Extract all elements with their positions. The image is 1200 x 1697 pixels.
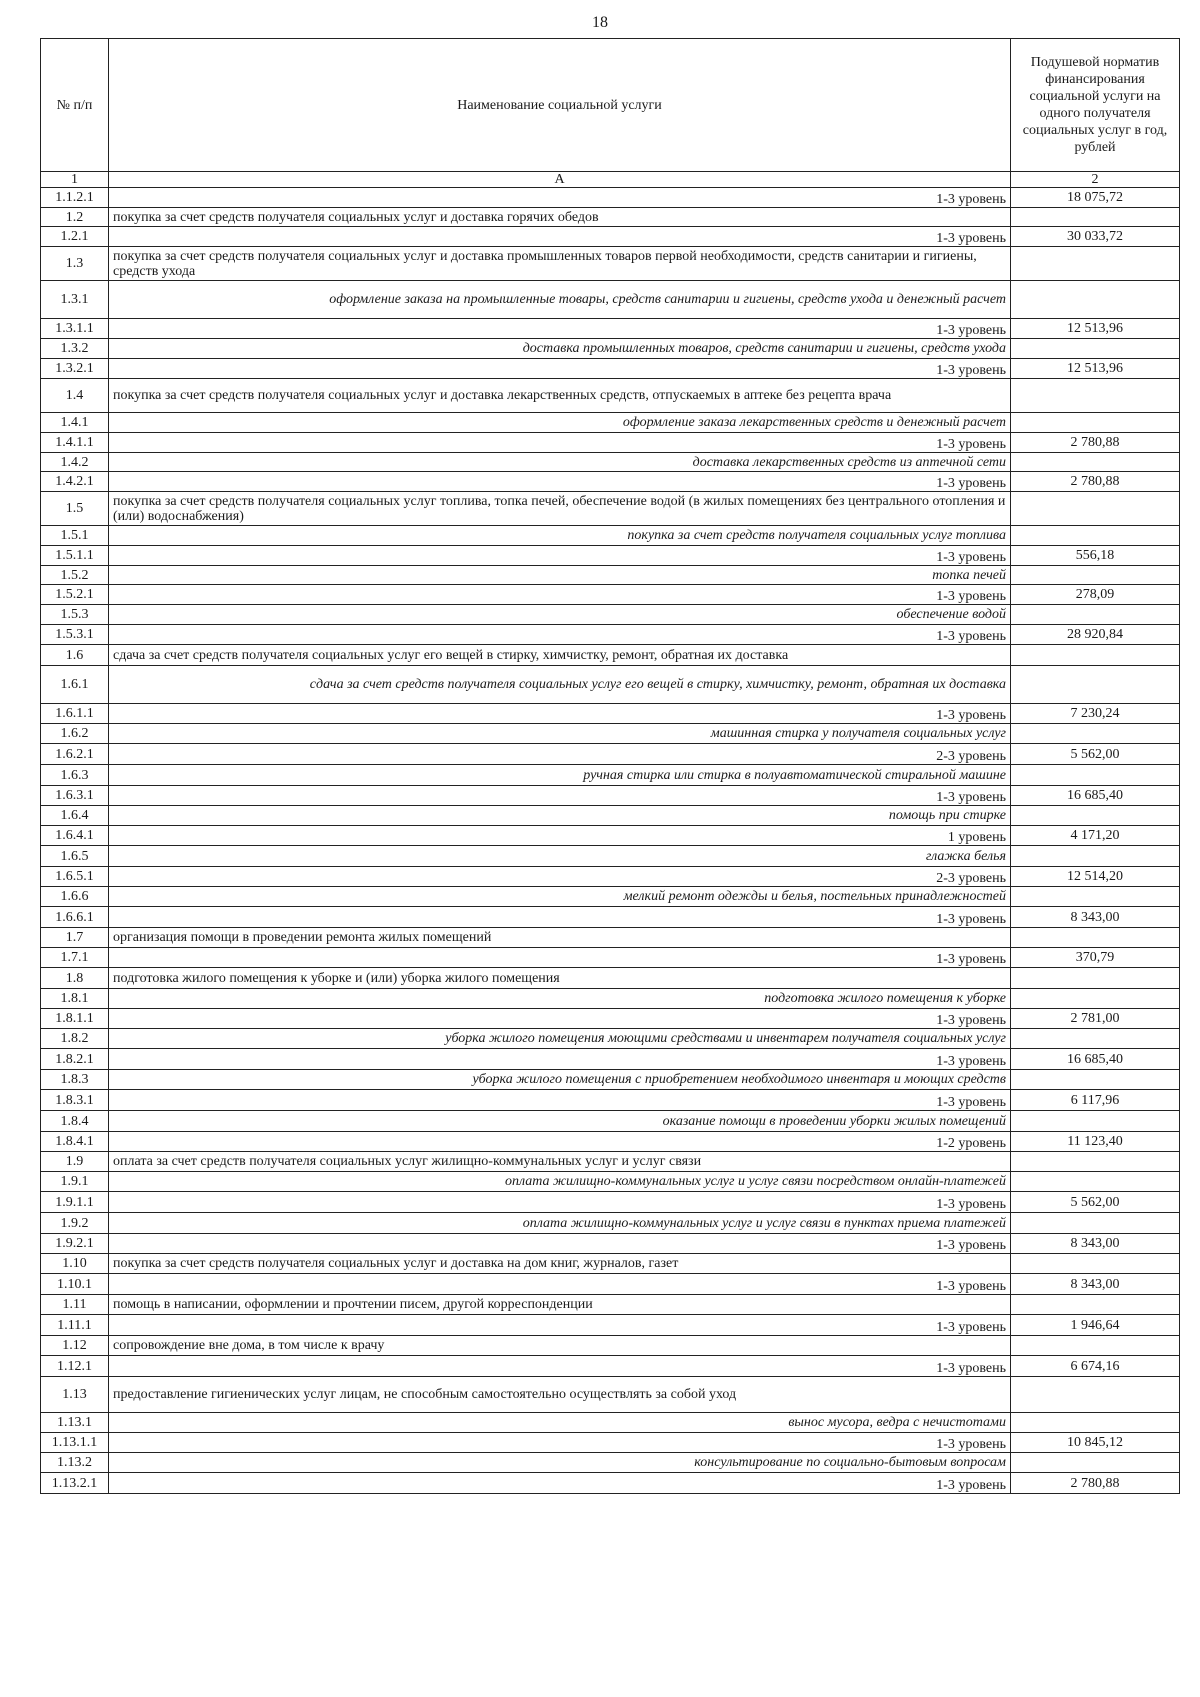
service-level: 1-3 уровень: [109, 948, 1011, 968]
table-row: [41, 928, 1180, 948]
service-name: покупка за счет средств получателя социальных услуг и доставка на дом книг, журналов, газет: [109, 1254, 1011, 1274]
header-row: [41, 39, 1180, 172]
row-number: 1.9.1: [41, 1172, 109, 1192]
row-number: 1.7: [41, 928, 109, 948]
norm-value: 11 123,40: [1011, 1132, 1180, 1152]
row-number: 1.6.6: [41, 887, 109, 907]
table-row: [41, 1090, 1180, 1111]
norm-value: 2 780,88: [1011, 472, 1180, 492]
service-name: покупка за счет средств получателя социальных услуг и доставка горячих обедов: [109, 208, 1011, 227]
row-number: 1.4.1: [41, 413, 109, 433]
row-number: 1.9: [41, 1152, 109, 1172]
norm-value: [1011, 526, 1180, 546]
norm-value: [1011, 339, 1180, 359]
row-number: 1.12.1: [41, 1356, 109, 1377]
norm-value: 5 562,00: [1011, 1192, 1180, 1213]
sub-service-name: консультирование по социально-бытовым вопросам: [109, 1453, 1011, 1473]
service-name: покупка за счет средств получателя социальных услуг топлива, топка печей, обеспечение водой (в жилых помещениях без центрального отопления и (или) водоснабжения): [109, 492, 1011, 526]
norm-value: 10 845,12: [1011, 1433, 1180, 1453]
table-row: [41, 1234, 1180, 1254]
table-row: [41, 492, 1180, 526]
page-number: 18: [592, 14, 608, 31]
sub-service-name: оплата жилищно-коммунальных услуг и услуг связи в пунктах приема платежей: [109, 1213, 1011, 1234]
column-index-name: А: [109, 172, 1011, 188]
service-level: 1-3 уровень: [109, 433, 1011, 453]
row-number: 1.1.2.1: [41, 188, 109, 208]
sub-service-name: покупка за счет средств получателя социальных услуг топлива: [109, 526, 1011, 546]
sub-service-name: обеспечение водой: [109, 605, 1011, 625]
sub-service-name: оказание помощи в проведении уборки жилых помещений: [109, 1111, 1011, 1132]
row-number: 1.11: [41, 1295, 109, 1315]
norm-value: 8 343,00: [1011, 1274, 1180, 1295]
row-number: 1.2: [41, 208, 109, 227]
sub-service-name: уборка жилого помещения моющими средствами и инвентарем получателя социальных услуг: [109, 1029, 1011, 1049]
norm-value: [1011, 806, 1180, 826]
sub-service-name: ручная стирка или стирка в полуавтоматической стиральной машине: [109, 765, 1011, 786]
row-number: 1.13.1: [41, 1413, 109, 1433]
row-number: 1.8.2: [41, 1029, 109, 1049]
norm-value: 370,79: [1011, 948, 1180, 968]
table-row: [41, 472, 1180, 492]
service-level: 1-3 уровень: [109, 704, 1011, 724]
row-number: 1.3.1: [41, 281, 109, 319]
table-row: [41, 666, 1180, 704]
table-row: [41, 359, 1180, 379]
row-number: 1.11.1: [41, 1315, 109, 1336]
table-row: [41, 526, 1180, 546]
norm-value: 6 117,96: [1011, 1090, 1180, 1111]
table-row: [41, 339, 1180, 359]
sub-service-name: вынос мусора, ведра с нечистотами: [109, 1413, 1011, 1433]
sub-service-name: доставка промышленных товаров, средств санитарии и гигиены, средств ухода: [109, 339, 1011, 359]
norm-value: [1011, 887, 1180, 907]
column-index-row: [41, 172, 1180, 188]
norm-value: [1011, 846, 1180, 867]
table-body: [41, 188, 1180, 1494]
norm-value: [1011, 1254, 1180, 1274]
row-number: 1.6.5.1: [41, 867, 109, 887]
norm-value: 6 674,16: [1011, 1356, 1180, 1377]
service-level: 1-3 уровень: [109, 227, 1011, 247]
table-row: [41, 887, 1180, 907]
table-row: [41, 1213, 1180, 1234]
row-number: 1.5.2.1: [41, 585, 109, 605]
service-name: покупка за счет средств получателя социальных услуг и доставка промышленных товаров первой необходимости, средств санитарии и гигиены, средств ухода: [109, 247, 1011, 281]
service-name: организация помощи в проведении ремонта жилых помещений: [109, 928, 1011, 948]
table-row: [41, 1009, 1180, 1029]
norm-value: [1011, 1377, 1180, 1413]
table-row: [41, 1192, 1180, 1213]
service-level: 1-3 уровень: [109, 1234, 1011, 1254]
norm-value: 278,09: [1011, 585, 1180, 605]
table-row: [41, 806, 1180, 826]
norm-value: [1011, 666, 1180, 704]
row-number: 1.9.1.1: [41, 1192, 109, 1213]
service-level: 1-3 уровень: [109, 1009, 1011, 1029]
service-level: 1 уровень: [109, 826, 1011, 846]
norm-value: 2 780,88: [1011, 1473, 1180, 1494]
table-row: [41, 968, 1180, 989]
sub-service-name: мелкий ремонт одежды и белья, постельных принадлежностей: [109, 887, 1011, 907]
row-number: 1.8.3: [41, 1070, 109, 1090]
table-row: [41, 1172, 1180, 1192]
row-number: 1.6.2.1: [41, 744, 109, 765]
row-number: 1.6.6.1: [41, 907, 109, 928]
row-number: 1.6.1: [41, 666, 109, 704]
norm-value: 4 171,20: [1011, 826, 1180, 846]
norm-value: 8 343,00: [1011, 1234, 1180, 1254]
table-row: [41, 1413, 1180, 1433]
row-number: 1.8: [41, 968, 109, 989]
table-row: [41, 1152, 1180, 1172]
table-row: [41, 1433, 1180, 1453]
table-row: [41, 846, 1180, 867]
norm-value: 12 514,20: [1011, 867, 1180, 887]
table-row: [41, 1473, 1180, 1494]
row-number: 1.5.1.1: [41, 546, 109, 566]
table-row: [41, 281, 1180, 319]
sub-service-name: подготовка жилого помещения к уборке: [109, 989, 1011, 1009]
row-number: 1.8.3.1: [41, 1090, 109, 1111]
norm-value: 12 513,96: [1011, 319, 1180, 339]
row-number: 1.6.4: [41, 806, 109, 826]
table-row: [41, 319, 1180, 339]
sub-service-name: глажка белья: [109, 846, 1011, 867]
service-level: 1-3 уровень: [109, 585, 1011, 605]
row-number: 1.8.2.1: [41, 1049, 109, 1070]
norm-value: [1011, 928, 1180, 948]
row-number: 1.5: [41, 492, 109, 526]
service-name: покупка за счет средств получателя социальных услуг и доставка лекарственных средств, отпускаемых в аптеке без рецепта врача: [109, 379, 1011, 413]
norm-value: [1011, 724, 1180, 744]
service-name: сдача за счет средств получателя социальных услуг его вещей в стирку, химчистку, ремонт, обратная их доставка: [109, 645, 1011, 666]
row-number: 1.7.1: [41, 948, 109, 968]
norm-value: 16 685,40: [1011, 786, 1180, 806]
norm-value: [1011, 968, 1180, 989]
row-number: 1.13.2: [41, 1453, 109, 1473]
table-row: [41, 907, 1180, 928]
table-row: [41, 704, 1180, 724]
table-row: [41, 1132, 1180, 1152]
row-number: 1.8.4: [41, 1111, 109, 1132]
table-row: [41, 188, 1180, 208]
header-value: Подушевой норматив финансирования социальной услуги на одного получателя социальных услуг в год, рублей: [1011, 39, 1180, 172]
norm-value: [1011, 1336, 1180, 1356]
norm-value: 12 513,96: [1011, 359, 1180, 379]
service-level: 1-2 уровень: [109, 1132, 1011, 1152]
norm-value: 16 685,40: [1011, 1049, 1180, 1070]
norm-value: [1011, 247, 1180, 281]
table-row: [41, 605, 1180, 625]
service-level: 1-3 уровень: [109, 1473, 1011, 1494]
row-number: 1.6.3: [41, 765, 109, 786]
service-level: 1-3 уровень: [109, 1090, 1011, 1111]
service-level: 1-3 уровень: [109, 625, 1011, 645]
sub-service-name: топка печей: [109, 566, 1011, 585]
service-name: предоставление гигиенических услуг лицам, не способным самостоятельно осуществлять за собой уход: [109, 1377, 1011, 1413]
service-level: 1-3 уровень: [109, 1433, 1011, 1453]
table-row: [41, 1274, 1180, 1295]
sub-service-name: сдача за счет средств получателя социальных услуг его вещей в стирку, химчистку, ремонт, обратная их доставка: [109, 666, 1011, 704]
row-number: 1.8.1: [41, 989, 109, 1009]
table-row: [41, 1356, 1180, 1377]
service-level: 1-3 уровень: [109, 188, 1011, 208]
row-number: 1.6.1.1: [41, 704, 109, 724]
row-number: 1.9.2: [41, 1213, 109, 1234]
table-row: [41, 1295, 1180, 1315]
table-row: [41, 227, 1180, 247]
table-row: [41, 1111, 1180, 1132]
service-level: 2-3 уровень: [109, 867, 1011, 887]
row-number: 1.13.2.1: [41, 1473, 109, 1494]
table-row: [41, 413, 1180, 433]
service-level: 1-3 уровень: [109, 907, 1011, 928]
row-number: 1.4.2: [41, 453, 109, 472]
norm-value: [1011, 1453, 1180, 1473]
table-row: [41, 1336, 1180, 1356]
norm-value: [1011, 1295, 1180, 1315]
row-number: 1.13.1.1: [41, 1433, 109, 1453]
norm-value: 30 033,72: [1011, 227, 1180, 247]
norm-value: [1011, 379, 1180, 413]
norm-value: [1011, 645, 1180, 666]
table-row: [41, 1377, 1180, 1413]
row-number: 1.4.1.1: [41, 433, 109, 453]
row-number: 1.3.2.1: [41, 359, 109, 379]
service-level: 1-3 уровень: [109, 1192, 1011, 1213]
norm-value: [1011, 1213, 1180, 1234]
service-name: сопровождение вне дома, в том числе к врачу: [109, 1336, 1011, 1356]
norm-value: 28 920,84: [1011, 625, 1180, 645]
table-row: [41, 247, 1180, 281]
sub-service-name: оплата жилищно-коммунальных услуг и услуг связи посредством онлайн-платежей: [109, 1172, 1011, 1192]
table-row: [41, 989, 1180, 1009]
norm-value: 8 343,00: [1011, 907, 1180, 928]
column-index-value: 2: [1011, 172, 1180, 188]
row-number: 1.4: [41, 379, 109, 413]
table-row: [41, 585, 1180, 605]
norm-value: [1011, 605, 1180, 625]
row-number: 1.3.2: [41, 339, 109, 359]
norm-value: [1011, 453, 1180, 472]
sub-service-name: оформление заказа на промышленные товары, средств санитарии и гигиены, средств ухода и денежный расчет: [109, 281, 1011, 319]
row-number: 1.6.2: [41, 724, 109, 744]
service-level: 1-3 уровень: [109, 1315, 1011, 1336]
row-number: 1.3: [41, 247, 109, 281]
row-number: 1.5.1: [41, 526, 109, 546]
row-number: 1.5.3.1: [41, 625, 109, 645]
table-row: [41, 826, 1180, 846]
service-level: 1-3 уровень: [109, 1274, 1011, 1295]
service-level: 1-3 уровень: [109, 359, 1011, 379]
norm-value: [1011, 492, 1180, 526]
table-row: [41, 566, 1180, 585]
table-row: [41, 867, 1180, 887]
service-level: 1-3 уровень: [109, 1049, 1011, 1070]
service-name: оплата за счет средств получателя социальных услуг жилищно-коммунальных услуг и услуг связи: [109, 1152, 1011, 1172]
norm-value: 556,18: [1011, 546, 1180, 566]
row-number: 1.10.1: [41, 1274, 109, 1295]
sub-service-name: уборка жилого помещения с приобретением необходимого инвентаря и моющих средств: [109, 1070, 1011, 1090]
norm-value: [1011, 765, 1180, 786]
service-name: подготовка жилого помещения к уборке и (или) уборка жилого помещения: [109, 968, 1011, 989]
table-row: [41, 208, 1180, 227]
column-index-num: 1: [41, 172, 109, 188]
sub-service-name: доставка лекарственных средств из аптечной сети: [109, 453, 1011, 472]
row-number: 1.4.2.1: [41, 472, 109, 492]
row-number: 1.2.1: [41, 227, 109, 247]
header-num: № п/п: [41, 39, 109, 172]
norm-value: [1011, 1029, 1180, 1049]
table-row: [41, 453, 1180, 472]
row-number: 1.5.3: [41, 605, 109, 625]
norm-value: [1011, 208, 1180, 227]
sub-service-name: помощь при стирке: [109, 806, 1011, 826]
tariff-table: [40, 38, 1180, 1494]
norm-value: [1011, 281, 1180, 319]
norm-value: [1011, 566, 1180, 585]
table-row: [41, 379, 1180, 413]
table-row: [41, 765, 1180, 786]
norm-value: 5 562,00: [1011, 744, 1180, 765]
row-number: 1.3.1.1: [41, 319, 109, 339]
row-number: 1.9.2.1: [41, 1234, 109, 1254]
table-row: [41, 1453, 1180, 1473]
header-name: Наименование социальной услуги: [109, 39, 1011, 172]
norm-value: [1011, 1070, 1180, 1090]
table-row: [41, 1070, 1180, 1090]
row-number: 1.8.4.1: [41, 1132, 109, 1152]
table-row: [41, 744, 1180, 765]
table-row: [41, 645, 1180, 666]
norm-value: [1011, 989, 1180, 1009]
norm-value: 7 230,24: [1011, 704, 1180, 724]
service-level: 1-3 уровень: [109, 786, 1011, 806]
table-row: [41, 1254, 1180, 1274]
row-number: 1.12: [41, 1336, 109, 1356]
table-row: [41, 948, 1180, 968]
row-number: 1.6.5: [41, 846, 109, 867]
row-number: 1.6.3.1: [41, 786, 109, 806]
service-level: 1-3 уровень: [109, 472, 1011, 492]
row-number: 1.5.2: [41, 566, 109, 585]
sub-service-name: оформление заказа лекарственных средств и денежный расчет: [109, 413, 1011, 433]
norm-value: [1011, 1172, 1180, 1192]
row-number: 1.13: [41, 1377, 109, 1413]
service-level: 1-3 уровень: [109, 1356, 1011, 1377]
table-row: [41, 1049, 1180, 1070]
row-number: 1.6: [41, 645, 109, 666]
norm-value: 2 781,00: [1011, 1009, 1180, 1029]
norm-value: [1011, 1413, 1180, 1433]
norm-value: [1011, 1152, 1180, 1172]
service-level: 1-3 уровень: [109, 319, 1011, 339]
service-level: 2-3 уровень: [109, 744, 1011, 765]
norm-value: [1011, 413, 1180, 433]
table-row: [41, 546, 1180, 566]
row-number: 1.10: [41, 1254, 109, 1274]
norm-value: 2 780,88: [1011, 433, 1180, 453]
table-row: [41, 1315, 1180, 1336]
table-row: [41, 433, 1180, 453]
norm-value: 18 075,72: [1011, 188, 1180, 208]
service-name: помощь в написании, оформлении и прочтении писем, другой корреспонденции: [109, 1295, 1011, 1315]
norm-value: 1 946,64: [1011, 1315, 1180, 1336]
row-number: 1.6.4.1: [41, 826, 109, 846]
table-row: [41, 625, 1180, 645]
table-row: [41, 786, 1180, 806]
row-number: 1.8.1.1: [41, 1009, 109, 1029]
sub-service-name: машинная стирка у получателя социальных услуг: [109, 724, 1011, 744]
table-row: [41, 724, 1180, 744]
norm-value: [1011, 1111, 1180, 1132]
table-row: [41, 1029, 1180, 1049]
service-level: 1-3 уровень: [109, 546, 1011, 566]
